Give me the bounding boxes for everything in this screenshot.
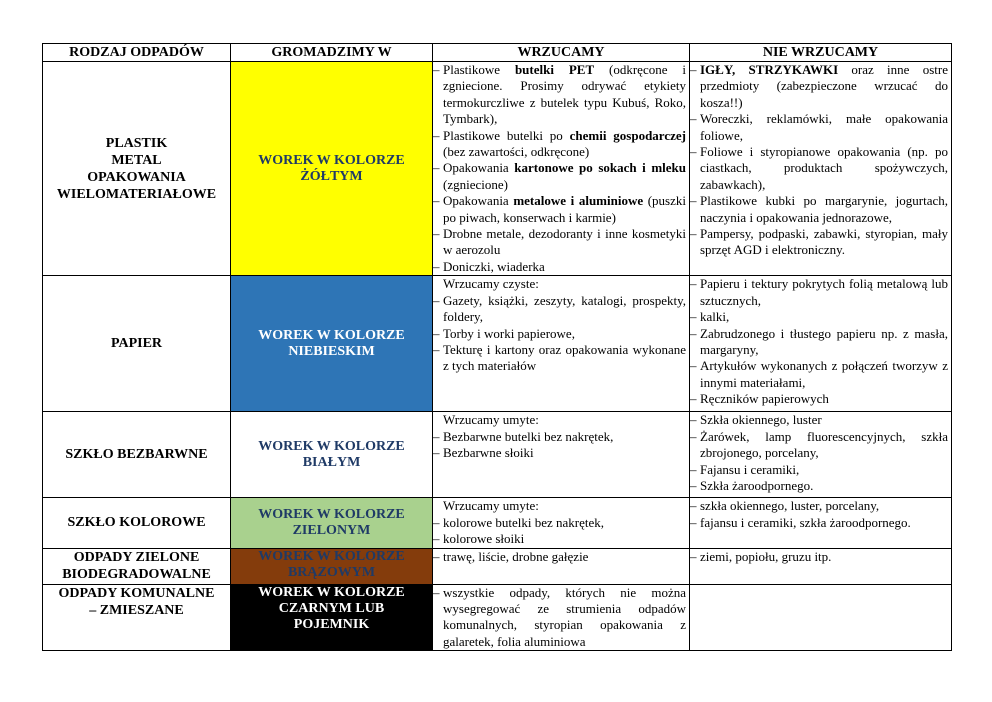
item-text: Tekturę i kartony oraz opakowania wykonane z tych materiałów xyxy=(443,341,686,374)
list-item xyxy=(436,160,686,193)
list-item xyxy=(693,412,948,428)
list-item xyxy=(436,342,686,375)
bag-color-cell xyxy=(231,498,433,548)
waste-category-cell xyxy=(43,584,231,651)
item-text: Drobne metale, dezodoranty i inne kosmetyki w aerozolu xyxy=(443,226,686,258)
item-text: Pampersy, podpaski, zabawki, styropian, mały sprzęt AGD i elektroniczny. xyxy=(700,226,948,258)
table-row xyxy=(43,584,952,651)
list-item xyxy=(436,549,686,565)
bag-label-line: ŻÓŁTYM xyxy=(300,168,363,184)
bag-color-cell xyxy=(231,412,433,498)
list-item xyxy=(693,429,948,462)
bag-label-line: WOREK W KOLORZE xyxy=(258,506,405,522)
item-text: trawę, liście, drobne gałęzie xyxy=(443,548,589,564)
item-text: oraz inne ostre przedmioty (zabezpieczone wrzucać do kosza!!) xyxy=(700,62,948,110)
item-text: Bezbarwne słoiki xyxy=(443,445,534,461)
item-text: kalki, xyxy=(700,309,730,325)
item-text: (puszki po piwach, konserwach i karmie) xyxy=(443,193,687,225)
item-text: Torby i worki papierowe, xyxy=(443,325,575,341)
forbidden-items-cell xyxy=(690,498,952,548)
item-text: Zabrudzonego i tłustego papieru np. z masła, margaryny, xyxy=(700,325,948,357)
list-item xyxy=(693,111,948,144)
list-item xyxy=(693,276,948,309)
allowed-items-cell xyxy=(433,584,690,651)
forbidden-items-cell xyxy=(690,276,952,412)
waste-category-line: ODPADY ZIELONE xyxy=(73,549,200,565)
header-collect-in: GROMADZIMY W xyxy=(231,44,433,62)
item-text: (zgniecione) xyxy=(443,176,508,192)
item-text: Ręczników papierowych xyxy=(700,391,829,407)
list-item xyxy=(436,445,686,461)
item-text: kolorowe butelki bez nakrętek, xyxy=(443,514,604,530)
item-text: (bez zawartości, odkręcone) xyxy=(443,144,590,160)
forbidden-items-cell xyxy=(690,62,952,276)
list-item xyxy=(436,429,686,445)
list-item xyxy=(693,226,948,259)
list-item xyxy=(693,309,948,325)
list-item xyxy=(436,326,686,342)
item-text: szkła okiennego, luster, porcelany, xyxy=(700,498,880,514)
waste-category-line: – ZMIESZANE xyxy=(89,602,184,618)
forbidden-items-cell xyxy=(690,412,952,498)
header-we-throw: WRZUCAMY xyxy=(433,44,690,62)
header-row xyxy=(43,44,952,62)
bag-label-line: WOREK W KOLORZE xyxy=(258,548,405,564)
table-row xyxy=(43,498,952,548)
header-we-dont-throw: NIE WRZUCAMY xyxy=(690,44,952,62)
item-text: Plastikowe butelki po xyxy=(443,127,570,143)
waste-category-line: OPAKOWANIA xyxy=(87,169,186,185)
list-item xyxy=(693,62,948,111)
list-item xyxy=(693,478,948,494)
bag-label-line: WOREK W KOLORZE xyxy=(258,152,405,168)
waste-category-cell xyxy=(43,62,231,276)
waste-category-line: WIELOMATERIAŁOWE xyxy=(56,186,217,202)
list-item xyxy=(436,293,686,326)
emphasis-text: chemii gospodarczej xyxy=(569,127,686,143)
item-text: Plastikowe kubki po margarynie, jogurtach, naczynia i opakowania jednorazowe, xyxy=(700,193,948,225)
list-item xyxy=(693,549,948,565)
table-row xyxy=(43,412,952,498)
item-text: Woreczki, reklamówki, małe opakowania foliowe, xyxy=(700,111,948,143)
waste-category-line: ODPADY KOMUNALNE xyxy=(58,585,215,601)
bag-color-cell xyxy=(231,62,433,276)
header-waste-type: RODZAJ ODPADÓW xyxy=(43,44,231,62)
allowed-items-cell xyxy=(433,412,690,498)
list-intro: Wrzucamy umyte: xyxy=(443,498,539,514)
bag-label-line: WOREK W KOLORZE xyxy=(258,584,405,600)
waste-category-line: PLASTIK xyxy=(105,135,168,151)
item-text: Foliowe i styropianowe opakowania (np. po ciastkach, produktach spożywczych, zabawkach), xyxy=(700,144,948,192)
emphasis-text: butelki PET xyxy=(514,62,595,77)
waste-category-line: METAL xyxy=(111,152,162,168)
waste-category-cell xyxy=(43,498,231,548)
waste-category-line: SZKŁO KOLOROWE xyxy=(67,515,206,531)
item-text: Bezbarwne butelki bez nakrętek, xyxy=(443,428,614,444)
list-item xyxy=(436,193,686,226)
list-item xyxy=(436,226,686,259)
bag-color-cell xyxy=(231,276,433,412)
item-text: Doniczki, wiaderka xyxy=(443,258,545,274)
waste-category-line: BIODEGRADOWALNE xyxy=(62,566,211,582)
item-text: Plastikowe xyxy=(443,62,515,77)
item-text: Żarówek, lamp fluorescencyjnych, szkła zbrojonego, porcelany, xyxy=(700,428,948,461)
item-text: Papieru i tektury pokrytych folią metalową lub sztucznych, xyxy=(700,276,948,308)
list-item xyxy=(436,585,686,651)
item-text: Opakowania xyxy=(443,160,515,176)
item-text: Opakowania xyxy=(443,193,514,209)
list-item xyxy=(693,391,948,407)
bag-label-line: CZARNYM LUB xyxy=(278,600,385,616)
list-item xyxy=(693,193,948,226)
list-item xyxy=(436,128,686,161)
emphasis-text: IGŁY, STRZYKAWKI xyxy=(700,62,839,77)
item-text: Artykułów wykonanych z połączeń tworzyw z innymi materiałami, xyxy=(700,358,948,390)
item-text: Szkła żaroodpornego. xyxy=(700,477,814,493)
item-text: wszystkie odpady, których nie można wysegregować ze strumienia odpadów komunalnych, styropian opakowania z galaretek, folia aluminiowa xyxy=(443,584,686,649)
bag-label-line: WOREK W KOLORZE xyxy=(258,327,405,343)
list-item xyxy=(436,62,686,128)
item-text: Szkła okiennego, luster xyxy=(700,412,822,428)
bag-label-line: BRĄZOWYM xyxy=(287,564,376,580)
list-item xyxy=(436,531,686,547)
bag-label-line: POJEMNIK xyxy=(293,616,370,632)
waste-category-cell xyxy=(43,548,231,584)
emphasis-text: metalowe i aluminiowe xyxy=(513,193,644,209)
allowed-items-cell xyxy=(433,548,690,584)
item-text: fajansu i ceramiki, szkła żaroodpornego. xyxy=(700,514,911,530)
list-intro: Wrzucamy czyste: xyxy=(443,276,539,292)
waste-category-cell xyxy=(43,276,231,412)
list-item xyxy=(693,515,948,531)
allowed-items-cell xyxy=(433,62,690,276)
table-row xyxy=(43,548,952,584)
list-intro: Wrzucamy umyte: xyxy=(443,412,539,428)
bag-label-line: WOREK W KOLORZE xyxy=(258,438,405,454)
bag-color-cell xyxy=(231,548,433,584)
list-item xyxy=(693,358,948,391)
table-row xyxy=(43,276,952,412)
item-text: kolorowe słoiki xyxy=(443,531,525,547)
waste-category-line: PAPIER xyxy=(110,336,163,352)
bag-label-line: NIEBIESKIM xyxy=(288,343,375,359)
list-item xyxy=(693,462,948,478)
list-item xyxy=(693,326,948,359)
item-text: ziemi, popiołu, gruzu itp. xyxy=(700,548,832,564)
item-text: Gazety, książki, zeszyty, katalogi, prospekty, foldery, xyxy=(443,292,686,325)
table-row xyxy=(43,62,952,276)
forbidden-items-cell xyxy=(690,584,952,651)
list-item xyxy=(693,498,948,514)
forbidden-items-cell xyxy=(690,548,952,584)
bag-label-line: ZIELONYM xyxy=(292,522,371,538)
list-item xyxy=(436,259,686,275)
emphasis-text: kartonowe po sokach i mleku xyxy=(514,160,686,176)
bag-color-cell xyxy=(231,584,433,651)
allowed-items-cell xyxy=(433,498,690,548)
bag-label-line: BIAŁYM xyxy=(302,454,361,470)
waste-category-line: SZKŁO BEZBARWNE xyxy=(65,447,208,463)
allowed-items-cell xyxy=(433,276,690,412)
waste-category-cell xyxy=(43,412,231,498)
item-text: (odkręcone i zgniecione. Prosimy odrywać etykiety termokurczliwe z butelek typu Kubuś, Roko, Tymbark), xyxy=(443,62,686,127)
waste-segregation-table xyxy=(42,43,952,651)
list-item xyxy=(436,515,686,531)
item-text: Fajansu i ceramiki, xyxy=(700,461,800,477)
list-item xyxy=(693,144,948,193)
